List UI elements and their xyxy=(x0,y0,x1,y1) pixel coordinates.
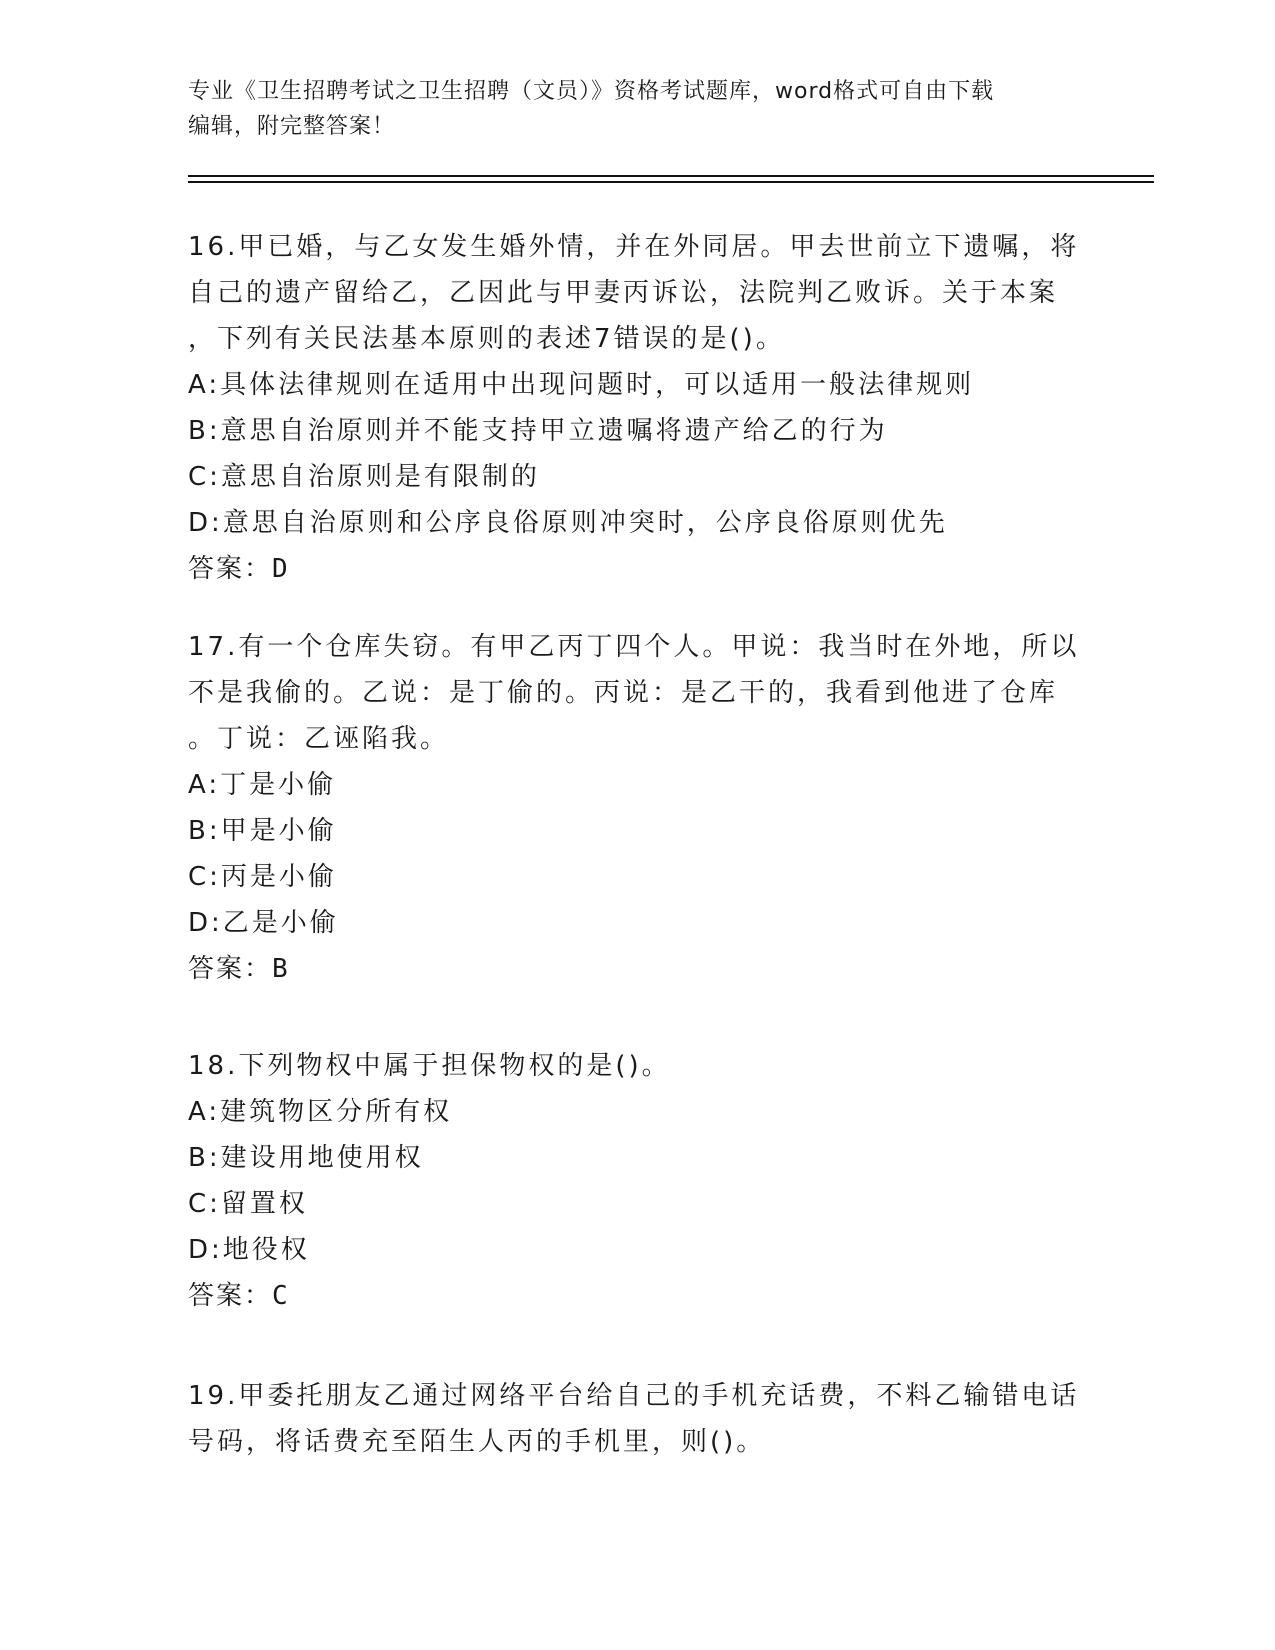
answer-value: C xyxy=(272,1281,288,1311)
option-c: C:留置权 xyxy=(188,1189,308,1219)
question-19 xyxy=(188,1373,1108,1465)
answer-value: B xyxy=(272,954,288,984)
answer-label: 答案： xyxy=(188,554,273,584)
option-a: A:丁是小偷 xyxy=(188,770,337,800)
answer-label: 答案： xyxy=(188,1281,273,1311)
option-b: B:意思自治原则并不能支持甲立遗嘱将遗产给乙的行为 xyxy=(188,416,888,446)
question-text-line: 自己的遗产留给乙，乙因此与甲妻丙诉讼，法院判乙败诉。关于本案 xyxy=(188,278,1059,308)
question-text-line: 不是我偷的。乙说：是丁偷的。丙说：是乙干的，我看到他进了仓库 xyxy=(188,678,1059,708)
question-text-line: 19.甲委托朋友乙通过网络平台给自己的手机充话费，不料乙输错电话 xyxy=(188,1381,1080,1411)
option-d: D:乙是小偷 xyxy=(188,908,339,938)
option-b: B:建设用地使用权 xyxy=(188,1143,424,1173)
answer-line xyxy=(188,946,1108,992)
header-divider-bottom xyxy=(188,181,1154,183)
answer-label: 答案： xyxy=(188,954,273,984)
option-a: A:具体法律规则在适用中出现问题时，可以适用一般法律规则 xyxy=(188,370,975,400)
option-d: D:地役权 xyxy=(188,1235,310,1265)
header-divider-top xyxy=(188,175,1154,177)
question-16 xyxy=(188,224,1108,592)
option-d: D:意思自治原则和公序良俗原则冲突时，公序良俗原则优先 xyxy=(188,508,948,538)
answer-value: D xyxy=(272,554,288,584)
option-c: C:丙是小偷 xyxy=(188,862,337,892)
header-line-1: 专业《卫生招聘考试之卫生招聘（文员）》资格考试题库，word格式可自由下载 xyxy=(188,79,995,104)
answer-line xyxy=(188,1273,1108,1319)
question-text-line: 16.甲已婚，与乙女发生婚外情，并在外同居。甲去世前立下遗嘱，将 xyxy=(188,232,1080,262)
question-text-line: ，下列有关民法基本原则的表述7错误的是()。 xyxy=(188,324,785,354)
question-17 xyxy=(188,624,1108,992)
question-18 xyxy=(188,1043,1108,1319)
question-text-line: 号码，将话费充至陌生人丙的手机里，则()。 xyxy=(188,1427,766,1457)
option-b: B:甲是小偷 xyxy=(188,816,337,846)
question-text-line: 。丁说：乙诬陷我。 xyxy=(188,724,450,754)
question-text-line: 17.有一个仓库失窃。有甲乙丙丁四个人。甲说：我当时在外地，所以 xyxy=(188,632,1080,662)
option-c: C:意思自治原则是有限制的 xyxy=(188,462,540,492)
question-text-line: 18.下列物权中属于担保物权的是()。 xyxy=(188,1051,671,1081)
answer-line xyxy=(188,546,1108,592)
option-a: A:建筑物区分所有权 xyxy=(188,1097,453,1127)
header-line-2: 编辑，附完整答案！ xyxy=(188,114,396,139)
document-header xyxy=(188,74,1068,144)
